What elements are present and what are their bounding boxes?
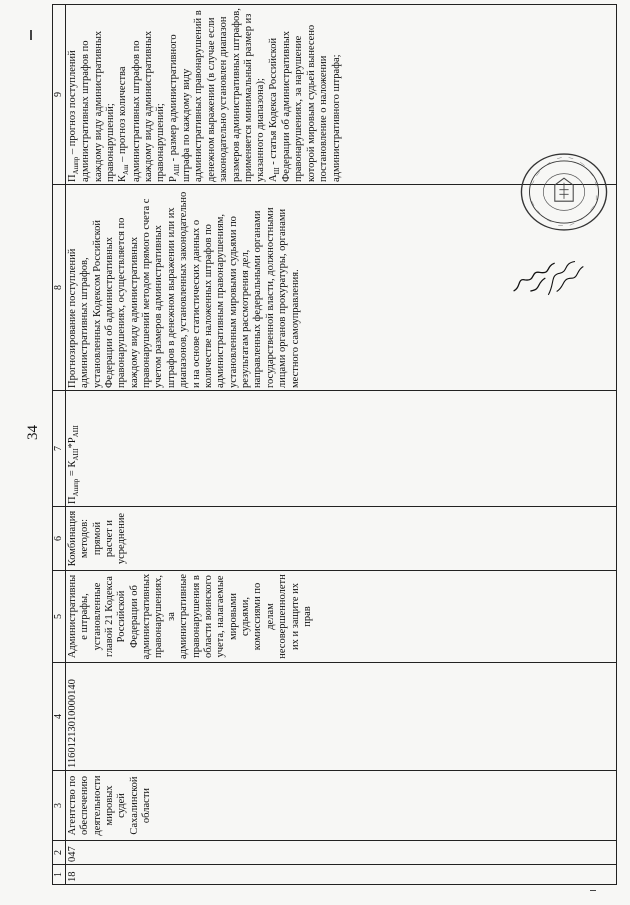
- page-number: 34: [25, 425, 41, 440]
- col-number-2: 2: [53, 841, 66, 865]
- col-number-1: 1: [53, 865, 66, 885]
- rotated-table-container: [52, 5, 622, 885]
- col-number-8: 8: [53, 185, 66, 391]
- algorithm-description: Прогнозирование поступлений административных штрафов, установленных Кодексом Российской Федерации об административных правонарушениях, осуществляется по каждому виду административных правонарушений методом прямого счета с учетом размеров административных штрафов в денежном выражении или их диапазонов, установленных законодательно и на основе статистических данных о количестве наложенных штрафов по административным правонарушениям, установленным мировыми судьями по результатам рассмотрения дел, направленных федеральными органами государственной власти, должностными лицами органов прокуратуры, органами местного самоуправления.: [65, 185, 616, 391]
- calculation-method: Комбинация методов: прямой расчет и усреднение: [65, 507, 616, 571]
- official-seal-stamp: [518, 150, 610, 234]
- scan-mark: [590, 890, 596, 891]
- table-row: [65, 5, 616, 885]
- col-number-4: 4: [53, 663, 66, 771]
- col-number-9: 9: [53, 5, 66, 185]
- col-number-6: 6: [53, 507, 66, 571]
- col-number-3: 3: [53, 771, 66, 841]
- kbk-code: 11601213010000140: [65, 663, 616, 771]
- administrator-name: Агентство по обеспечению деятельности мировых судей Сахалинской области: [65, 771, 616, 841]
- signature-2: [540, 255, 590, 303]
- formula: $П_{Ашпр} = К_{АШ}*Р_{АШ}$: [66, 425, 80, 504]
- scan-mark: [30, 30, 32, 40]
- row-number: 18: [65, 865, 616, 885]
- calculation-formula: [65, 391, 616, 507]
- column-number-row: [53, 5, 66, 885]
- admin-code: 047: [65, 841, 616, 865]
- revenue-forecast-table: [52, 4, 617, 885]
- income-name: Административные штрафы, установленные главой 21 Кодекса Российской Федерации об административных правонарушениях, за административные правонарушения в области воинского учета, налагаемые мировыми судьями, комиссиями по делам несовершеннолетних и защите их прав: [65, 571, 616, 663]
- col-number-5: 5: [53, 571, 66, 663]
- col-number-7: 7: [53, 391, 66, 507]
- indicators-description: $П_{Ашпр}$ – прогноз поступлений административных штрафов по каждому виду административных правонарушений; $К_{Аш}$ – прогноз количества административных штрафов по каждому виду административных правонарушений; $Р_{АШ}$ - размер административного штрафа по каждому виду административных правонарушений в денежном выражении (в случае если законодательно установлен диапазон размеров административных штрафов, применяется минимальный размер из указанного диапазона); $А_Ш$ - статья Кодекса Российской Федерации об административных правонарушениях, за нарушение которой мировым судьей вынесено постановление о наложении административного штрафа;: [65, 5, 616, 185]
